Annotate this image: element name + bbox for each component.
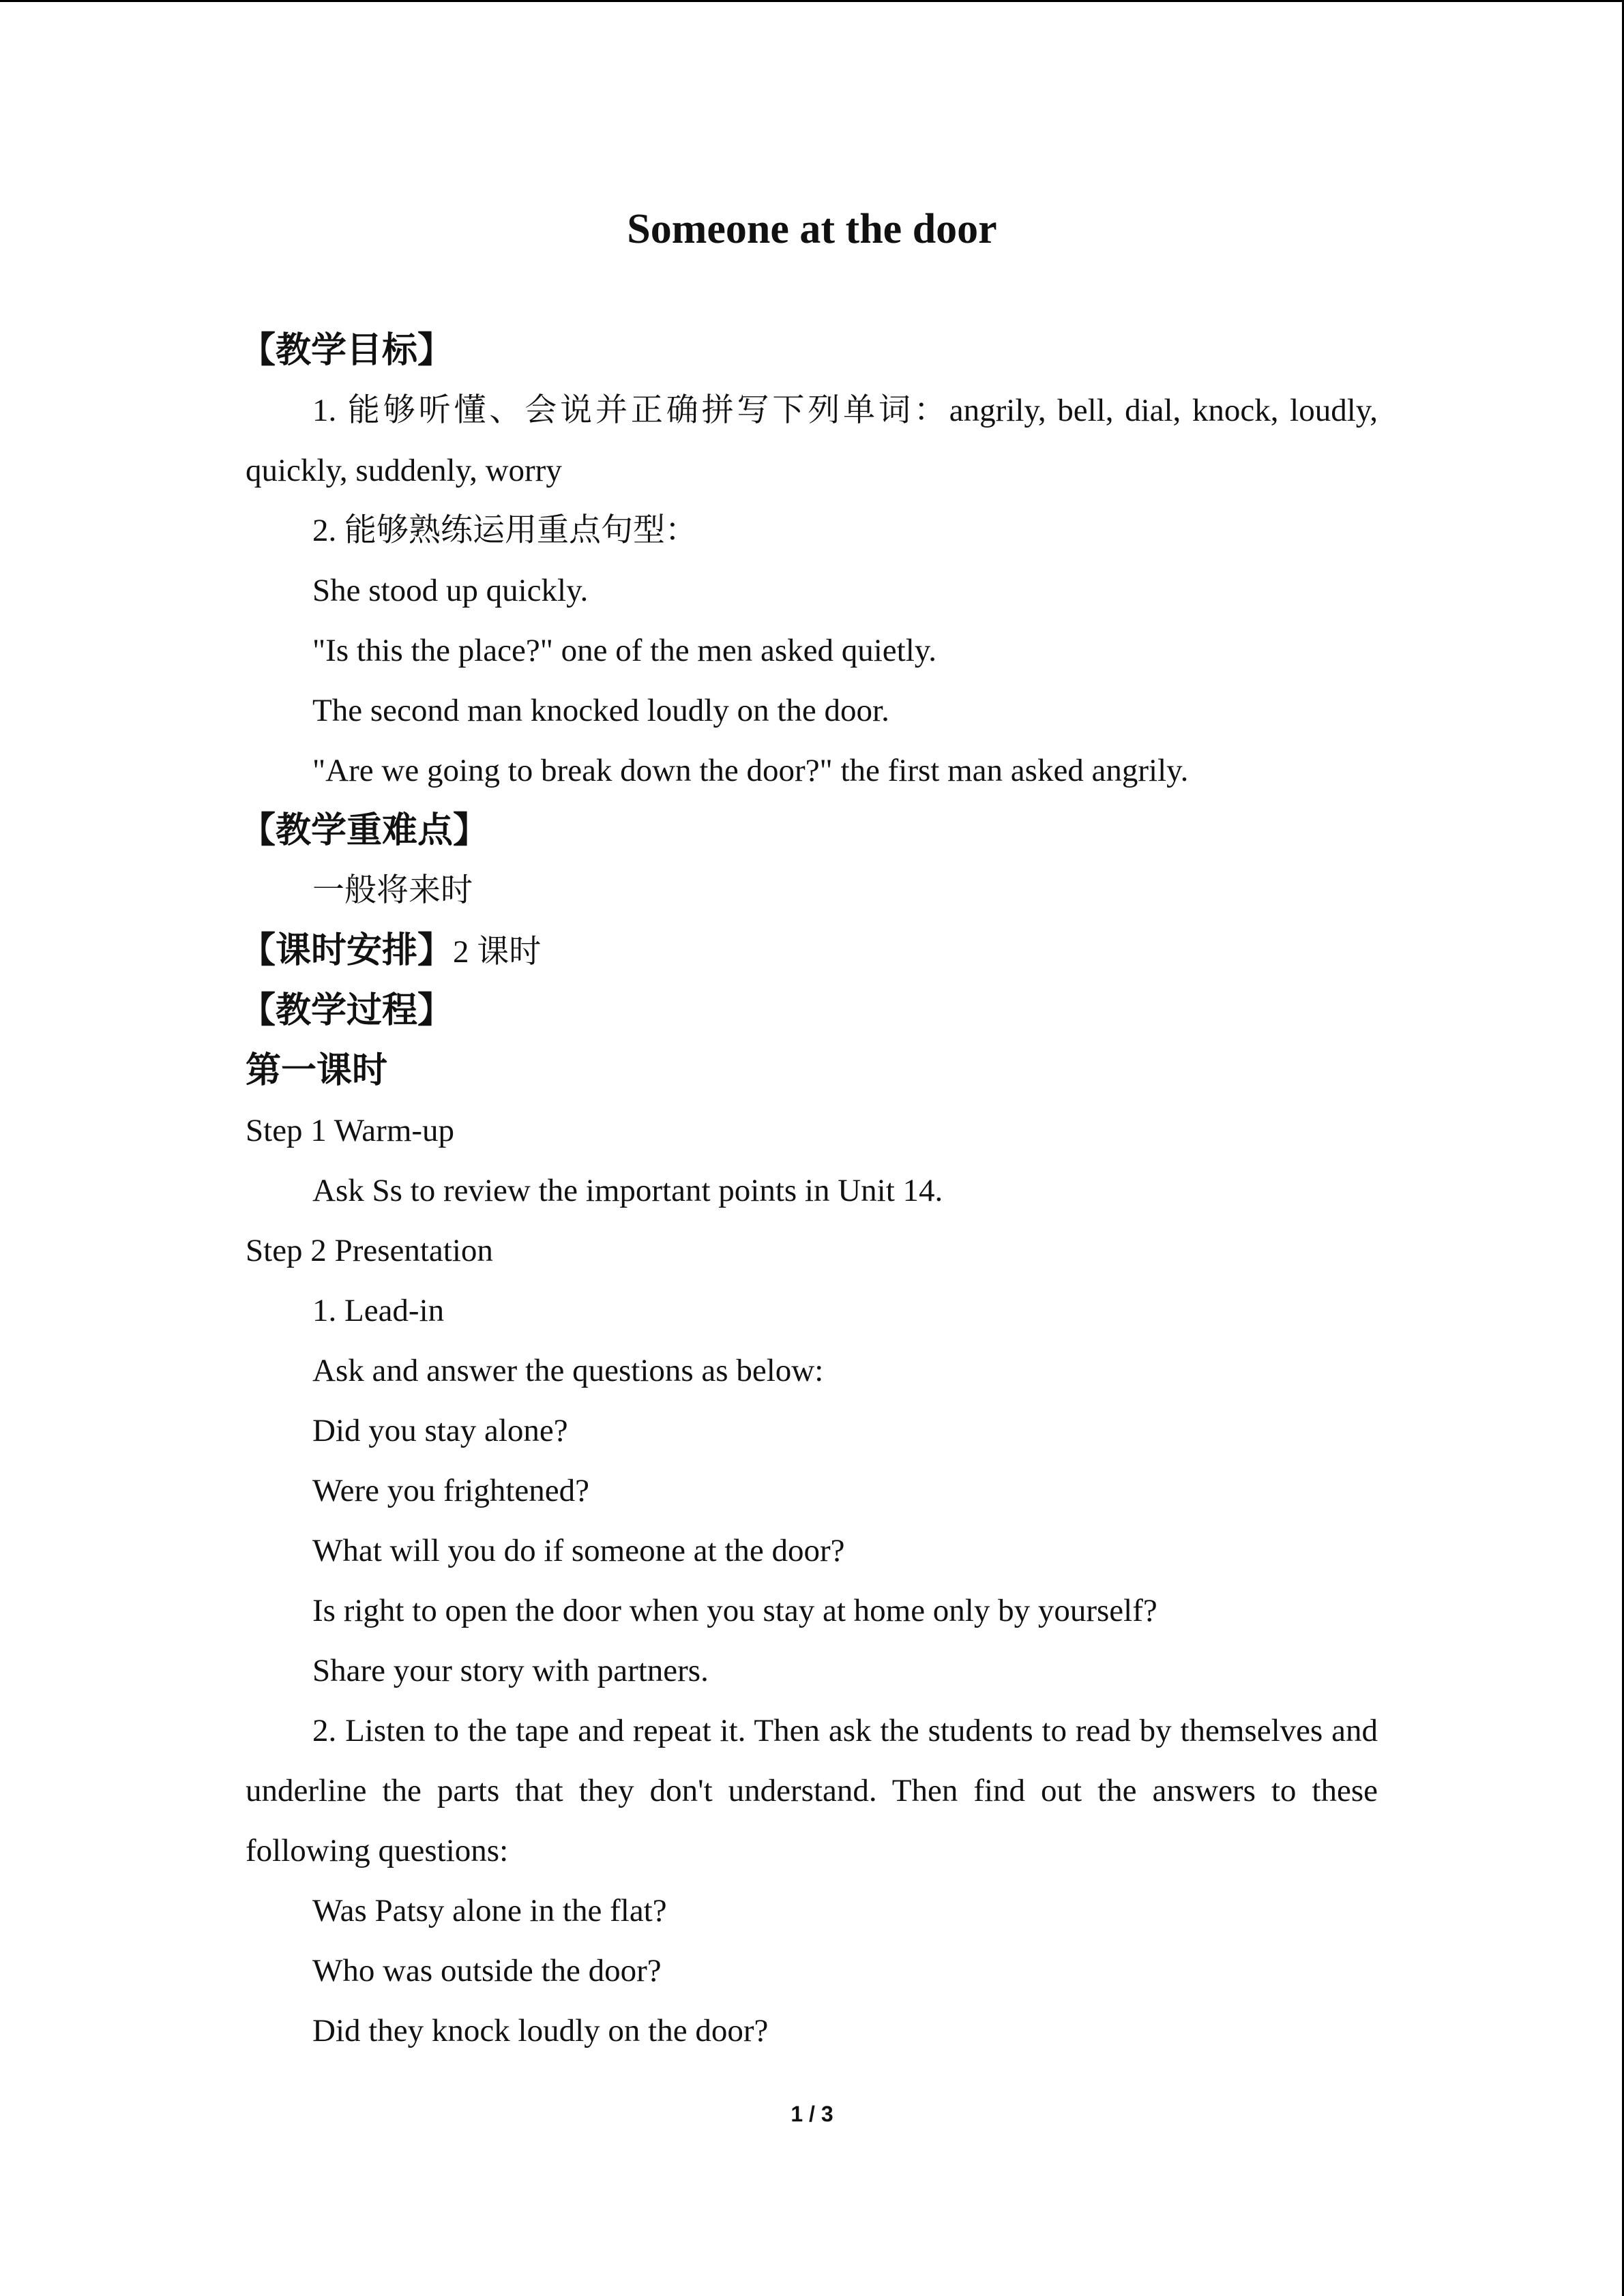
listen-text-2: underline the parts that they don't understand. Then find out the answers to these (246, 1773, 1378, 1808)
listen-text-1: 2. Listen to the tape and repeat it. Then ask the students to read by themselves and (312, 1713, 1378, 1748)
question-5: Share your story with partners. (312, 1653, 709, 1688)
follow-question-2: Who was outside the door? (312, 1953, 662, 1988)
document-body (240, 320, 1378, 2061)
process-heading: 【教学过程】 (240, 990, 454, 1031)
question-2: Were you frightened? (312, 1473, 589, 1508)
objective-2: 2. 能够熟练运用重点句型： (312, 513, 697, 548)
follow-question-3: Did they knock loudly on the door? (312, 2013, 769, 2048)
question-4: Is right to open the door when you stay at home only by yourself? (312, 1593, 1157, 1628)
schedule-text: 2 课时 (453, 934, 542, 970)
objective-1-line-2: quickly, suddenly, worry (246, 453, 562, 488)
follow-question-1: Was Patsy alone in the flat? (312, 1893, 667, 1928)
page-number: 1 / 3 (791, 2102, 833, 2126)
key-sentence-4: "Are we going to break down the door?" the first man asked angrily. (312, 753, 1189, 788)
schedule-heading (240, 921, 1378, 981)
step-1-text: Ask Ss to review the important points in Unit 14. (312, 1173, 943, 1208)
step-1-heading: Step 1 Warm-up (246, 1113, 455, 1148)
objective-1-text-1: 1. 能够听懂、会说并正确拼写下列单词：angrily, bell, dial, knock, loudly, (312, 393, 1378, 428)
listen-line-1 (246, 1701, 1378, 1761)
listen-line-2 (246, 1761, 1378, 1821)
question-3: What will you do if someone at the door? (312, 1533, 845, 1568)
key-sentence-1: She stood up quickly. (312, 573, 589, 608)
step-2-heading: Step 2 Presentation (246, 1233, 493, 1268)
lead-in: 1. Lead-in (312, 1293, 445, 1328)
key-sentence-2: "Is this the place?" one of the men asked quietly. (312, 633, 936, 668)
key-points-heading: 【教学重难点】 (240, 810, 489, 851)
ask-answer: Ask and answer the questions as below: (312, 1353, 824, 1388)
lesson-one-heading: 第一课时 (246, 1050, 388, 1091)
key-sentence-3: The second man knocked loudly on the door. (312, 693, 889, 728)
question-1: Did you stay alone? (312, 1413, 568, 1448)
objectives-heading: 【教学目标】 (240, 330, 454, 371)
listen-line-3: following questions: (246, 1833, 509, 1868)
key-points-text: 一般将来时 (312, 873, 473, 908)
objective-1-line-1 (246, 381, 1378, 441)
schedule-heading-label: 【课时安排】 (240, 930, 454, 971)
page-title: Someone at the door (627, 206, 997, 252)
